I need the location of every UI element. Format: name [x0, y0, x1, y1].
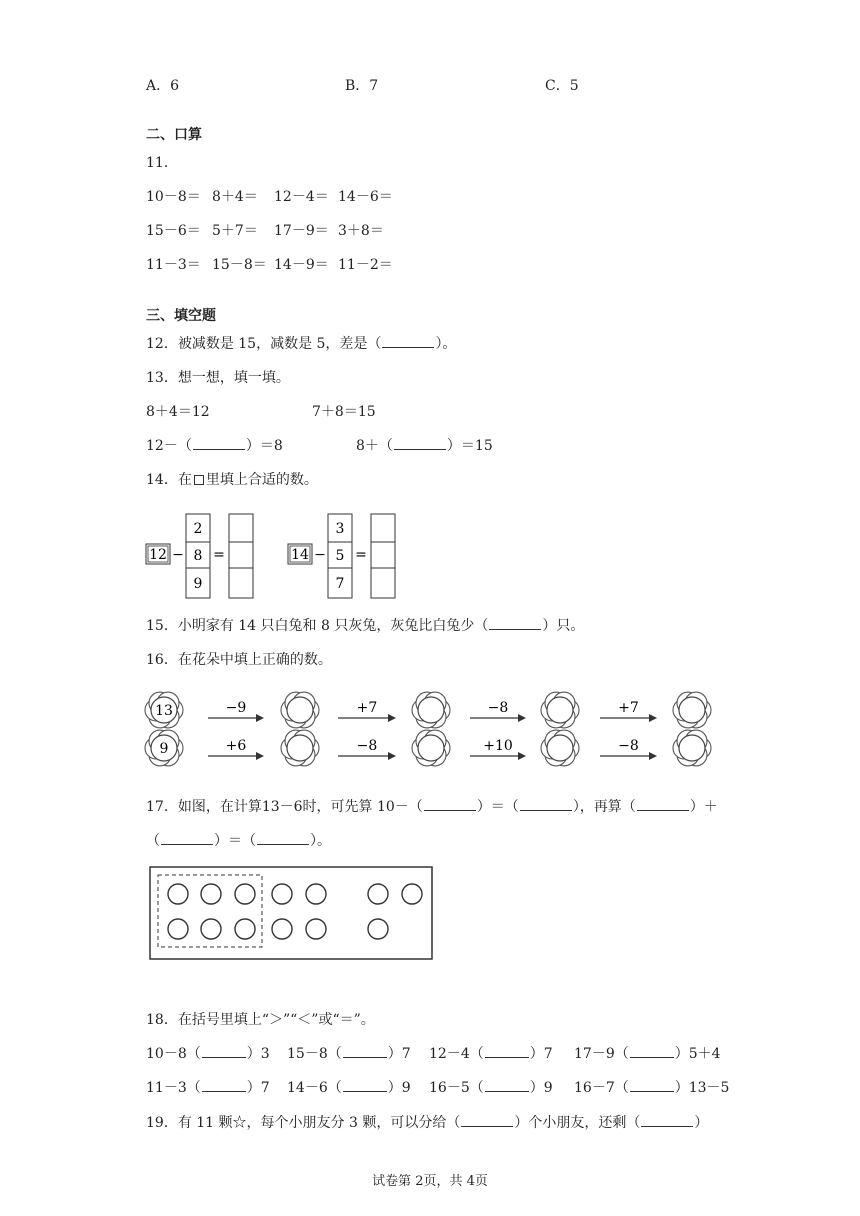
compare-right: ）5＋4: [674, 1046, 721, 1062]
compare-left: 16－5（: [429, 1080, 484, 1096]
q14-title: [146, 469, 318, 489]
oral-calc-item: 11－2＝: [338, 257, 393, 273]
flower-start-value: 9: [159, 741, 169, 757]
oral-calc-item: 5＋7＝: [212, 223, 258, 239]
circle-icon: [306, 919, 326, 939]
operation-label: +10: [483, 738, 513, 754]
arrow-icon: [208, 738, 264, 760]
operation-label: +7: [356, 700, 378, 716]
q14-left-group: [146, 514, 253, 598]
flower-icon: [145, 692, 183, 728]
oral-calc-item: 3＋8＝: [338, 223, 384, 239]
oral-calc-item: 17－9＝: [274, 223, 329, 239]
q13-fill2: [356, 435, 493, 455]
q15-end: ）只。: [542, 618, 585, 634]
circle-icon: [368, 919, 388, 939]
operation-label: +6: [225, 738, 247, 754]
circle-icon: [402, 884, 422, 904]
answer-blank[interactable]: [257, 832, 309, 845]
answer-blank[interactable]: [394, 437, 446, 450]
arrow-icon: [338, 700, 396, 722]
oral-calc-item: 14－9＝: [274, 257, 329, 273]
answer-blank[interactable]: [461, 1114, 513, 1127]
q13-fill1-b: ）＝8: [245, 438, 283, 454]
circle-icon: [272, 919, 292, 939]
answer-blank[interactable]: [193, 437, 245, 450]
q13-fill1: [146, 435, 283, 455]
q17-circle-diagram: [148, 864, 438, 964]
subtrahend-value: 9: [193, 576, 203, 592]
q15-text: 15．小明家有 14 只白兔和 8 只灰兔，灰兔比白兔少（: [146, 618, 489, 634]
subtrahend-value: 5: [335, 548, 345, 564]
compare-item: [429, 1077, 553, 1097]
q13-fill1-a: 12－（: [146, 438, 192, 454]
choice-b: B．7: [345, 78, 379, 94]
choice-c: C．5: [545, 78, 579, 94]
answer-column[interactable]: [371, 514, 395, 598]
circle-icon: [235, 884, 255, 904]
compare-left: 14－6（: [287, 1080, 342, 1096]
flower-icon[interactable]: [281, 730, 319, 766]
circle-icon: [168, 884, 188, 904]
equals-sign: =: [355, 547, 367, 563]
arrow-icon: [600, 700, 657, 722]
q19-text: ）: [694, 1115, 709, 1131]
q17-text: （: [146, 833, 160, 849]
choice-a: A．6: [146, 78, 180, 94]
arrow-icon: [470, 700, 526, 722]
answer-blank[interactable]: [485, 1045, 529, 1058]
operation-label: −9: [225, 700, 247, 716]
page-footer: 试卷第 2页，共 4页: [372, 1174, 488, 1189]
operation-label: +7: [618, 700, 639, 716]
circle-icon: [168, 919, 188, 939]
answer-blank[interactable]: [382, 335, 434, 348]
flower-icon[interactable]: [673, 692, 711, 728]
answer-blank[interactable]: [202, 1079, 246, 1092]
compare-item: [287, 1077, 411, 1097]
flower-icon[interactable]: [281, 692, 319, 728]
circle-icon: [368, 884, 388, 904]
q11-number: 11．: [146, 155, 178, 171]
oral-calc-item: 11－3＝: [146, 257, 201, 273]
q12-end: ）。: [435, 336, 457, 352]
q17-text: ）。: [310, 833, 331, 849]
answer-blank[interactable]: [641, 1114, 693, 1127]
q13-eq2: 7＋8＝15: [312, 404, 376, 420]
answer-blank[interactable]: [343, 1045, 387, 1058]
minuend-value: 12: [149, 547, 167, 563]
answer-blank[interactable]: [520, 798, 572, 811]
oral-calc-item: 12－4＝: [274, 189, 329, 205]
subtrahend-value: 3: [335, 521, 345, 537]
operation-label: −8: [487, 700, 509, 716]
answer-blank[interactable]: [343, 1079, 387, 1092]
compare-item: [287, 1043, 411, 1063]
compare-right: ）7: [529, 1046, 553, 1062]
flower-icon[interactable]: [412, 692, 450, 728]
q17-line2: [146, 830, 331, 850]
arrow-icon: [338, 738, 396, 760]
compare-left: 17－9（: [574, 1046, 629, 1062]
oral-calc-item: 8＋4＝: [212, 189, 258, 205]
answer-blank[interactable]: [424, 798, 476, 811]
subtrahend-value: 8: [193, 548, 203, 564]
flower-icon: [145, 730, 183, 766]
compare-right: ）9: [387, 1080, 411, 1096]
q15: [146, 615, 584, 635]
q17-text: 17．如图，在计算13－6时，可先算 10－（: [146, 799, 423, 815]
q13-fill2-a: 8＋（: [356, 438, 393, 454]
q14-title-a: 14．在: [146, 472, 192, 488]
q19-text: 19．有 11 颗☆，每个小朋友分 3 颗，可以分给（: [146, 1115, 461, 1131]
flower-icon[interactable]: [541, 730, 579, 766]
oral-calc-item: 10－8＝: [146, 189, 201, 205]
outer-frame: [150, 867, 432, 959]
answer-blank[interactable]: [202, 1045, 246, 1058]
compare-right: ）9: [529, 1080, 553, 1096]
circle-icon: [201, 919, 221, 939]
q19-text: ）个小朋友，还剩（: [514, 1115, 641, 1131]
q12: [146, 333, 456, 353]
compare-right: ）3: [246, 1046, 270, 1062]
subtrahend-value: 7: [335, 576, 345, 592]
q14-right-group: [288, 514, 395, 598]
compare-item: [146, 1077, 270, 1097]
q14-diagram: [140, 510, 420, 600]
compare-right: ）7: [246, 1080, 270, 1096]
flower-start-value: 13: [155, 703, 173, 719]
q12-text: 12．被减数是 15，减数是 5，差是（: [146, 336, 382, 352]
q17-text: ）＋: [689, 799, 718, 815]
q14-title-b: 里填上合适的数。: [205, 472, 318, 488]
answer-blank[interactable]: [630, 1045, 674, 1058]
q19: [146, 1112, 708, 1132]
minuend-value: 14: [291, 547, 309, 563]
answer-blank[interactable]: [489, 617, 541, 630]
q16-title: 16．在花朵中填上正确的数。: [146, 652, 332, 668]
compare-left: 11－3（: [146, 1080, 201, 1096]
arrow-icon: [470, 738, 526, 760]
equals-sign: =: [213, 547, 225, 563]
compare-left: 10－8（: [146, 1046, 201, 1062]
compare-item: [429, 1043, 553, 1063]
compare-left: 15－8（: [287, 1046, 342, 1062]
circle-icon: [306, 884, 326, 904]
answer-blank[interactable]: [630, 1079, 674, 1092]
oral-calc-item: 15－6＝: [146, 223, 201, 239]
compare-right: ）13－5: [674, 1080, 730, 1096]
minus-sign: −: [314, 547, 326, 563]
arrow-icon: [208, 700, 264, 722]
section-title-2: 二、口算: [146, 127, 202, 143]
compare-left: 16－7（: [574, 1080, 629, 1096]
answer-column[interactable]: [229, 514, 253, 598]
minus-sign: −: [172, 547, 184, 563]
q17-text: ）＝（: [476, 799, 519, 815]
operation-label: −8: [356, 738, 378, 754]
answer-blank[interactable]: [161, 832, 213, 845]
compare-right: ）7: [387, 1046, 411, 1062]
q17-text: ）＝（: [214, 833, 256, 849]
flower-icon[interactable]: [412, 730, 450, 766]
q13-eq1: 8＋4＝12: [146, 404, 210, 420]
compare-item: [146, 1043, 270, 1063]
compare-left: 12－4（: [429, 1046, 484, 1062]
q17-text: ），再算（: [572, 799, 636, 815]
answer-blank[interactable]: [637, 798, 689, 811]
answer-blank[interactable]: [485, 1079, 529, 1092]
compare-item: [574, 1043, 721, 1063]
compare-item: [574, 1077, 729, 1097]
flower-icon[interactable]: [673, 730, 711, 766]
oral-calc-item: 14－6＝: [338, 189, 393, 205]
q17-line1: [146, 796, 718, 816]
q18-title: 18．在括号里填上“＞”“＜”或“＝”。: [146, 1012, 375, 1028]
oral-calc-item: 15－8＝: [212, 257, 267, 273]
section-title-3: 三、填空题: [146, 308, 216, 324]
subtrahend-value: 2: [193, 521, 203, 537]
q16-flower-chains: [140, 680, 730, 780]
flower-icon[interactable]: [541, 692, 579, 728]
circle-icon: [235, 919, 255, 939]
q13-title: 13．想一想，填一填。: [146, 370, 290, 386]
circle-icon: [272, 884, 292, 904]
small-box-icon: [194, 475, 204, 485]
operation-label: −8: [618, 738, 639, 754]
circle-icon: [201, 884, 221, 904]
q13-fill2-b: ）＝15: [446, 438, 493, 454]
arrow-icon: [600, 738, 657, 760]
